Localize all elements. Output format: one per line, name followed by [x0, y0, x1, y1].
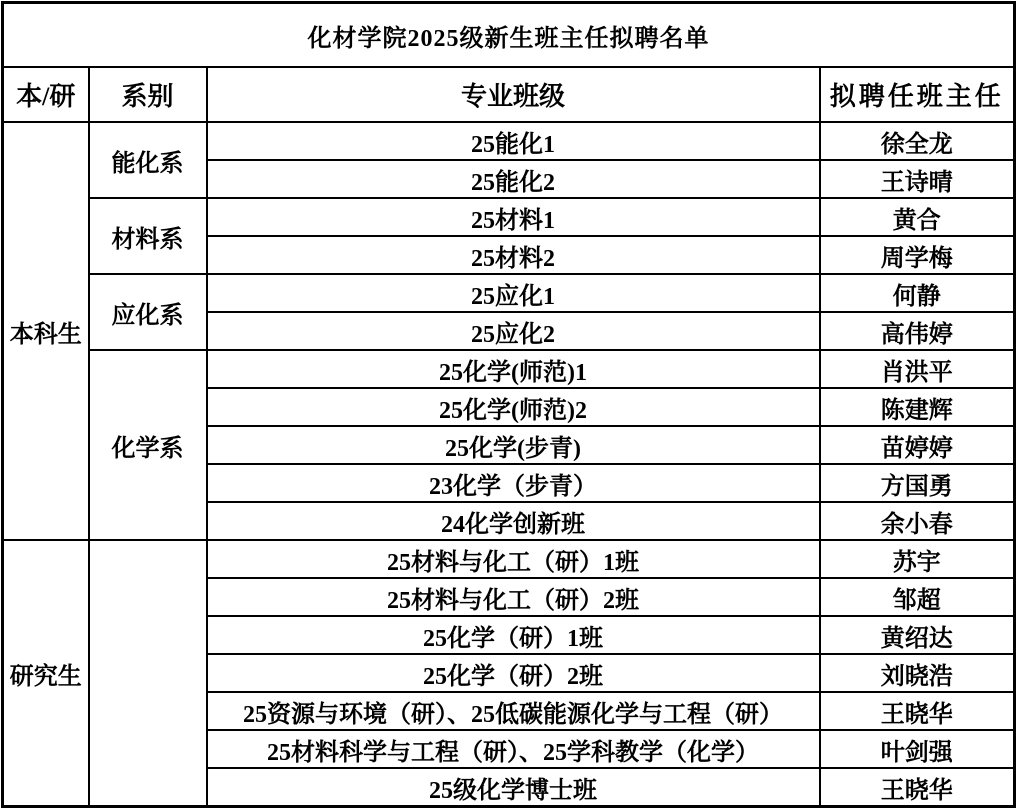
class-cell: 25能化1	[207, 122, 820, 160]
dept-cell-cailiao: 材料系	[89, 198, 207, 274]
table-row	[3, 198, 1015, 236]
teacher-cell: 王晓华	[820, 768, 1015, 807]
teacher-cell: 何静	[820, 274, 1015, 312]
teacher-cell: 肖洪平	[820, 350, 1015, 388]
level-cell-grad: 研究生	[3, 540, 89, 807]
appointment-roster-table	[1, 1, 1016, 808]
class-cell: 25材料与化工（研）1班	[207, 540, 820, 578]
teacher-cell: 王诗晴	[820, 160, 1015, 198]
class-cell: 25资源与环境（研）、25低碳能源化学与工程（研）	[207, 692, 820, 730]
teacher-cell: 周学梅	[820, 236, 1015, 274]
class-cell: 25化学(师范)2	[207, 388, 820, 426]
teacher-cell: 苗婷婷	[820, 426, 1015, 464]
column-header-level: 本/研	[3, 67, 89, 122]
teacher-cell: 高伟婷	[820, 312, 1015, 350]
column-header-teacher: 拟聘任班主任	[820, 67, 1015, 122]
class-cell: 25化学(步青)	[207, 426, 820, 464]
table-row	[3, 122, 1015, 160]
dept-cell-yinghua: 应化系	[89, 274, 207, 350]
teacher-cell: 王晓华	[820, 692, 1015, 730]
class-cell: 25级化学博士班	[207, 768, 820, 807]
class-cell: 25化学（研）1班	[207, 616, 820, 654]
teacher-cell: 陈建辉	[820, 388, 1015, 426]
dept-cell-nenghua: 能化系	[89, 122, 207, 198]
table-row	[3, 540, 1015, 578]
class-cell: 25材料1	[207, 198, 820, 236]
class-cell: 25应化1	[207, 274, 820, 312]
class-cell: 23化学（步青）	[207, 464, 820, 502]
teacher-cell: 苏宇	[820, 540, 1015, 578]
class-cell: 25材料2	[207, 236, 820, 274]
table-row	[3, 350, 1015, 388]
class-cell: 25化学（研）2班	[207, 654, 820, 692]
class-cell: 25材料科学与工程（研）、25学科教学（化学）	[207, 730, 820, 768]
title-row	[3, 3, 1015, 68]
table-row	[3, 274, 1015, 312]
column-header-row	[3, 67, 1015, 122]
teacher-cell: 黄合	[820, 198, 1015, 236]
teacher-cell: 徐全龙	[820, 122, 1015, 160]
class-cell: 25化学(师范)1	[207, 350, 820, 388]
dept-cell-huaxue: 化学系	[89, 350, 207, 540]
teacher-cell: 黄绍达	[820, 616, 1015, 654]
teacher-cell: 叶剑强	[820, 730, 1015, 768]
class-cell: 24化学创新班	[207, 502, 820, 540]
teacher-cell: 刘晓浩	[820, 654, 1015, 692]
teacher-cell: 方国勇	[820, 464, 1015, 502]
class-cell: 25应化2	[207, 312, 820, 350]
column-header-class: 专业班级	[207, 67, 820, 122]
level-cell-undergrad: 本科生	[3, 122, 89, 540]
class-cell: 25材料与化工（研）2班	[207, 578, 820, 616]
page-title: 化材学院2025级新生班主任拟聘名单	[3, 3, 1015, 68]
column-header-dept: 系别	[89, 67, 207, 122]
teacher-cell: 余小春	[820, 502, 1015, 540]
teacher-cell: 邹超	[820, 578, 1015, 616]
class-cell: 25能化2	[207, 160, 820, 198]
dept-cell-grad-empty	[89, 540, 207, 807]
